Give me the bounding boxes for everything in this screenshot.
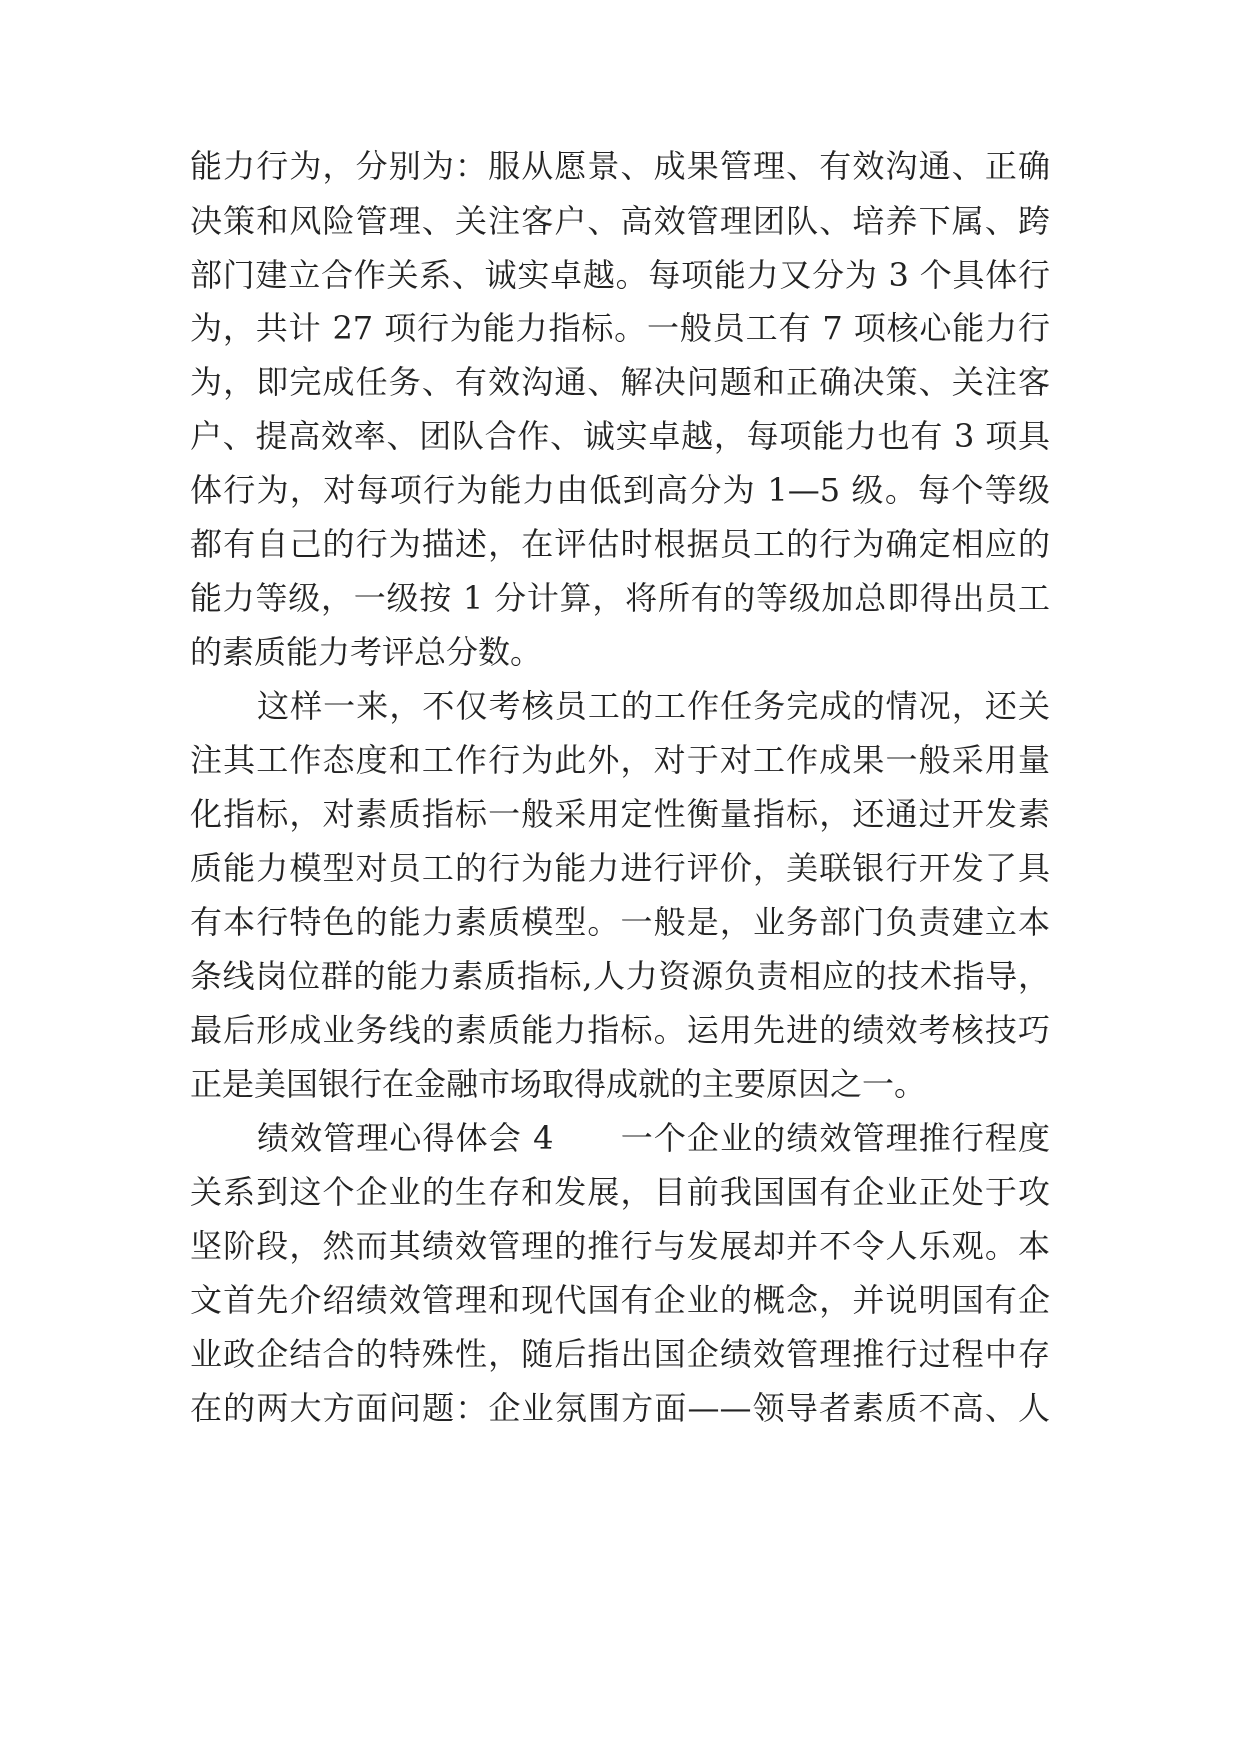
text-line: 户、提高效率、团队合作、诚实卓越，每项能力也有 3 项具 bbox=[190, 417, 1050, 455]
text-line: 坚阶段，然而其绩效管理的推行与发展却并不令人乐观。本 bbox=[190, 1227, 1050, 1265]
text-line: 为，即完成任务、有效沟通、解决问题和正确决策、关注客 bbox=[190, 363, 1050, 401]
text-line: 关系到这个企业的生存和发展，目前我国国有企业正处于攻 bbox=[190, 1173, 1050, 1211]
text-line: 有本行特色的能力素质模型。一般是，业务部门负责建立本 bbox=[190, 903, 1050, 941]
text-line: 能力行为，分别为：服从愿景、成果管理、有效沟通、正确 bbox=[190, 147, 1050, 185]
text-line: 在的两大方面问题：企业氛围方面——领导者素质不高、人 bbox=[190, 1389, 1050, 1427]
text-line: 注其工作态度和工作行为此外，对于对工作成果一般采用量 bbox=[190, 741, 1050, 779]
text-line: 能力等级，一级按 1 分计算，将所有的等级加总即得出员工 bbox=[190, 579, 1050, 617]
text-line: 正是美国银行在金融市场取得成就的主要原因之一。 bbox=[190, 1065, 927, 1103]
text-line: 质能力模型对员工的行为能力进行评价，美联银行开发了具 bbox=[190, 849, 1050, 887]
text-line: 化指标，对素质指标一般采用定性衡量指标，还通过开发素 bbox=[190, 795, 1050, 833]
paragraph-first-line: 这样一来，不仅考核员工的工作任务完成的情况，还关 bbox=[257, 687, 1050, 725]
text-line: 决策和风险管理、关注客户、高效管理团队、培养下属、跨 bbox=[190, 202, 1050, 240]
text-line: 的素质能力考评总分数。 bbox=[190, 633, 543, 671]
paragraph-first-line: 绩效管理心得体会 4 一个企业的绩效管理推行程度 bbox=[257, 1119, 1050, 1157]
text-line: 体行为，对每项行为能力由低到高分为 1—5 级。每个等级 bbox=[190, 471, 1050, 509]
text-line: 都有自己的行为描述，在评估时根据员工的行为确定相应的 bbox=[190, 525, 1050, 563]
text-line: 条线岗位群的能力素质指标,人力资源负责相应的技术指导， bbox=[190, 957, 1050, 995]
text-line: 文首先介绍绩效管理和现代国有企业的概念，并说明国有企 bbox=[190, 1281, 1050, 1319]
text-line: 为，共计 27 项行为能力指标。一般员工有 7 项核心能力行 bbox=[190, 309, 1050, 347]
text-line: 业政企结合的特殊性，随后指出国企绩效管理推行过程中存 bbox=[190, 1335, 1050, 1373]
text-line: 部门建立合作关系、诚实卓越。每项能力又分为 3 个具体行 bbox=[190, 256, 1050, 294]
text-line: 最后形成业务线的素质能力指标。运用先进的绩效考核技巧 bbox=[190, 1011, 1050, 1049]
